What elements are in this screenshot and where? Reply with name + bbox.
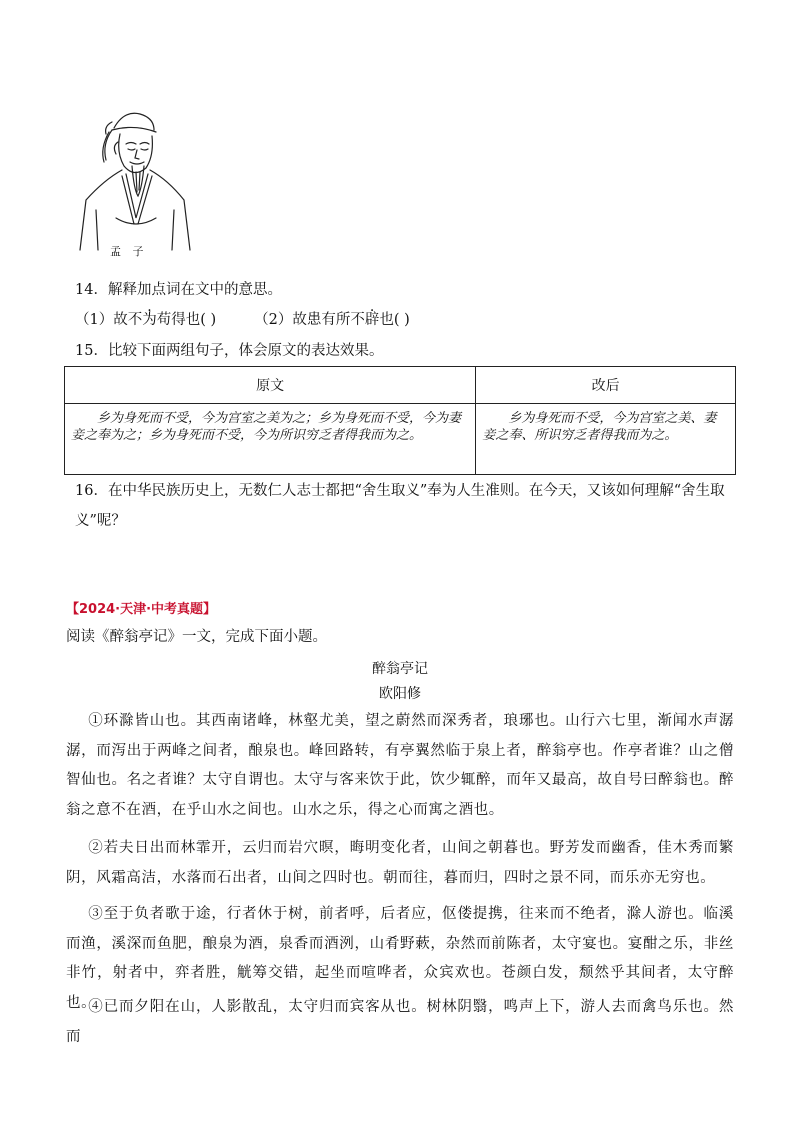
header-revised: 改后 — [476, 367, 736, 404]
reading-instruction: 阅读《醉翁亭记》一文，完成下面小题。 — [66, 629, 327, 645]
question-14-items — [75, 310, 410, 330]
mencius-portrait-image — [76, 100, 196, 260]
passage-paragraph-2 — [66, 834, 734, 893]
paragraph-3-text: ③至于负者歌于途，行者休于树，前者呼，后者应，伛偻提携，往来而不绝者，滁人游也。临溪而渔，溪深而鱼肥，酿泉为酒，泉香而酒洌，山肴野蔌，杂然而前陈者，太守宴也。宴酣之乐，非丝非竹，射者中，弈者胜，觥筹交错，起坐而喧哗者，众宾欢也。苍颜白发，颓然乎其间者，太守醉也。 — [66, 906, 734, 1011]
cell-revised — [476, 404, 736, 475]
revised-sentence: 乡为身死而不受，今为宫室之美、妻妾之奉、所识穷乏者得我而为之。 — [482, 411, 717, 443]
passage-paragraph-1 — [66, 707, 734, 825]
q14-item2-prefix: （2）故患有所不 — [254, 312, 365, 328]
passage-paragraph-4 — [66, 993, 734, 1052]
comparison-table — [64, 366, 736, 475]
paragraph-2-text: ②若夫日出而林霏开，云归而岩穴暝，晦明变化者，山间之朝暮也。野芳发而幽香，佳木秀而繁阴，风霜高洁，水落而石出者，山间之四时也。朝而往，暮而归，四时之景不同，而乐亦无穷也。 — [66, 840, 734, 886]
portrait-caption: 孟 子 — [110, 245, 148, 258]
cell-original — [65, 404, 476, 475]
paragraph-4-text: ④已而夕阳在山，人影散乱，太守归而宾客从也。树林阴翳，鸣声上下，游人去而禽鸟乐也。然而 — [66, 999, 734, 1045]
q14-item2-suffix: 也( ) — [379, 312, 410, 328]
q14-item1-suffix: 苟得也( ) — [156, 312, 217, 328]
question-16: 16．在中华民族历史上，无数仁人志士都把“舍生取义”奉为人生准则。在今天，又该如何理解“舍生取义”呢？ — [75, 483, 725, 529]
paragraph-1-text: ①环滁皆山也。其西南诸峰，林壑尤美，望之蔚然而深秀者，琅琊也。山行六七里，渐闻水声潺潺，而泻出于两峰之间者，酿泉也。峰回路转，有亭翼然临于泉上者，醉翁亭也。作亭者谁？山之僧智仙也。名之者谁？太守自谓也。太守与客来饮于此，饮少辄醉，而年又最高，故自号曰醉翁也。醉翁之意不在酒，在乎山水之间也。山水之乐，得之心而寓之酒也。 — [66, 713, 734, 818]
original-sentence: 乡为身死而不受，今为宫室之美为之；乡为身死而不受，今为妻妾之奉为之；乡为身死而不受，今为所识穷乏者得我而为之。 — [71, 411, 462, 443]
question-14-prompt: 14．解释加点词在文中的意思。 — [75, 282, 282, 298]
q14-item1-dotted-word: 为 — [142, 312, 157, 328]
q14-item1-prefix: （1）故不 — [75, 312, 143, 328]
header-original: 原文 — [65, 367, 476, 404]
q14-item2-dotted-word: 辟 — [364, 312, 380, 328]
comparison-header-row — [65, 367, 736, 404]
question-15-prompt: 15．比较下面两组句子，体会原文的表达效果。 — [75, 343, 384, 359]
passage-title: 醉翁亭记 — [372, 661, 428, 677]
comparison-body-row — [65, 404, 736, 475]
source-tag: 【2024·天津·中考真题】 — [66, 602, 217, 617]
passage-author: 欧阳修 — [379, 686, 421, 702]
